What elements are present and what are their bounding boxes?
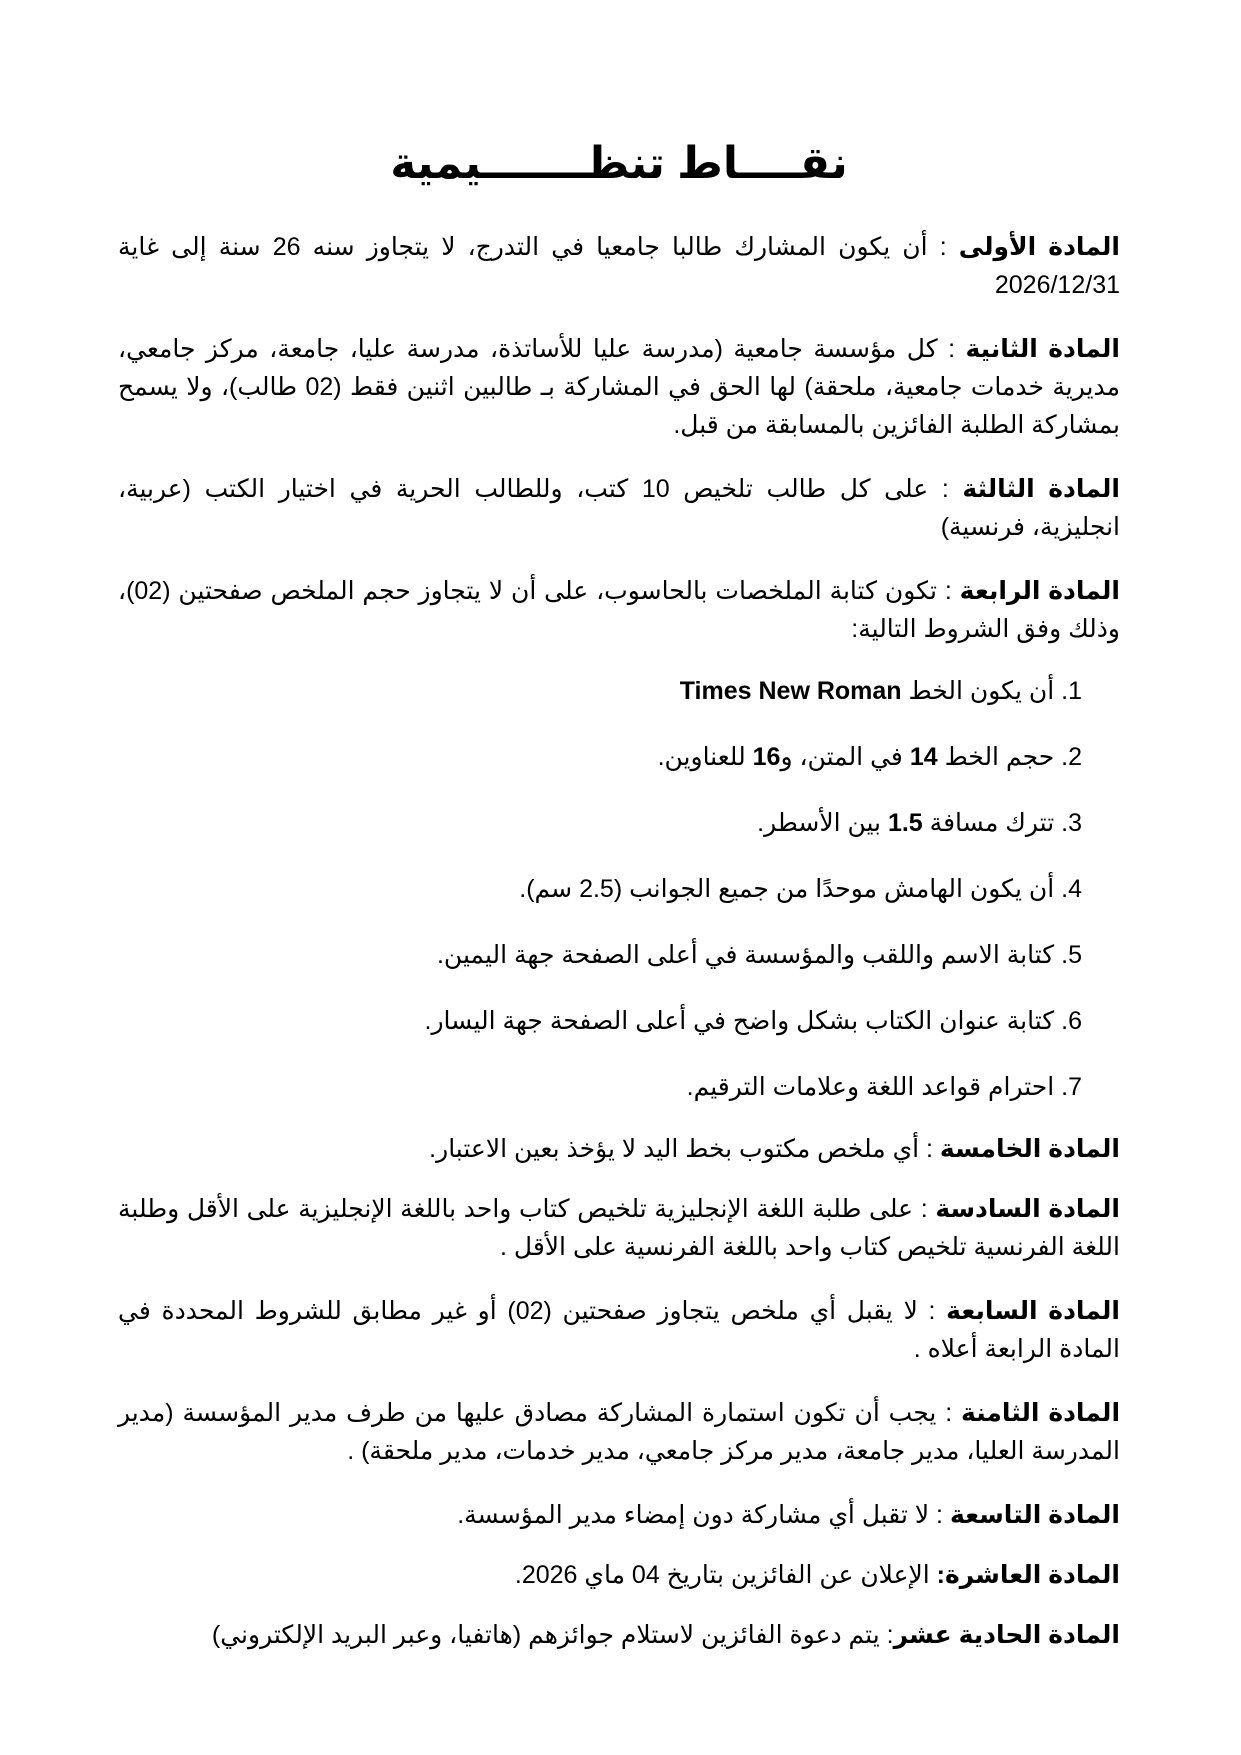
article-text: أن يكون المشارك طالبا جامعيا في التدرج، لا يتجاوز سنه 26 سنة إلى غاية 2026/12/31 <box>118 233 1120 299</box>
article-text: على كل طالب تلخيص 10 كتب، وللطالب الحرية في اختيار الكتب (عربية، انجليزية، فرنسية) <box>118 475 1120 541</box>
condition-text: كتابة عنوان الكتاب بشكل واضح في أعلى الصفحة جهة اليسار. <box>424 1007 1055 1035</box>
article-text: لا تقبل أي مشاركة دون إمضاء مدير المؤسسة. <box>457 1501 930 1529</box>
condition-text: أن يكون الهامش موحدًا من جميع الجوانب (2.5 سم). <box>519 875 1055 903</box>
article-7 <box>118 1292 1120 1368</box>
article-5 <box>118 1130 1120 1168</box>
article-label: المادة الثانية <box>965 335 1120 363</box>
condition-item <box>437 936 1082 974</box>
article-2 <box>118 330 1120 444</box>
article-10 <box>118 1556 1120 1594</box>
article-label: المادة الحادية عشر <box>893 1621 1120 1649</box>
article-label: المادة الرابعة <box>959 577 1120 605</box>
article-6 <box>118 1190 1120 1266</box>
article-3 <box>118 470 1120 546</box>
article-label: المادة الثالثة <box>962 475 1120 503</box>
condition-bold: 1.5 <box>887 809 923 837</box>
document-page <box>118 0 1120 1755</box>
condition-item <box>519 870 1082 908</box>
article-label: المادة الثامنة <box>961 1399 1121 1427</box>
condition-bold: 14 <box>909 743 938 771</box>
article-1 <box>118 228 1120 304</box>
page-title: نقــــاط تنظـــــــيمية <box>390 139 848 188</box>
condition-number: 1. <box>1061 677 1082 705</box>
article-text: لا يقبل أي ملخص يتجاوز صفحتين (02) أو غير مطابق للشروط المحددة في المادة الرابعة أعلاه . <box>118 1297 1120 1363</box>
article-9 <box>118 1496 1120 1534</box>
condition-number: 5. <box>1061 941 1082 969</box>
article-separator: : <box>936 577 960 605</box>
article-text: يتم دعوة الفائزين لاستلام جوائزهم (هاتفيا، وعبر البريد الإلكتروني) <box>211 1621 880 1649</box>
article-separator: : <box>929 1501 950 1529</box>
article-text: كل مؤسسة جامعية (مدرسة عليا للأساتذة، مدرسة عليا، جامعة، مركز جامعي، مديرية خدمات جامعية، ملحقة) لها الحق في المشاركة بـ طالبين اثنين فقط (02 طالب)، ولا يسمح بمشاركة الطلبة الفائزين بالمسابقة من قبل. <box>118 335 1121 439</box>
condition-number: 6. <box>1061 1007 1082 1035</box>
article-separator: : <box>913 1195 936 1223</box>
condition-text: للعناوين. <box>657 743 753 771</box>
condition-bold: 16 <box>752 743 781 771</box>
article-label: المادة العاشرة: <box>936 1561 1120 1589</box>
article-separator: : <box>919 1135 940 1163</box>
condition-item <box>680 672 1082 710</box>
article-separator: : <box>927 233 959 261</box>
article-text: أي ملخص مكتوب بخط اليد لا يؤخذ بعين الاعتبار. <box>429 1135 920 1163</box>
condition-number: 2. <box>1061 743 1082 771</box>
condition-number: 7. <box>1061 1073 1082 1101</box>
article-separator: : <box>928 475 963 503</box>
article-label: المادة الخامسة <box>939 1135 1120 1163</box>
article-text: تكون كتابة الملخصات بالحاسوب، على أن لا يتجاوز حجم الملخص صفحتين (02)، وذلك وفق الشروط التالية: <box>118 577 1120 643</box>
condition-text: حجم الخط <box>937 743 1055 771</box>
article-separator: : <box>879 1621 894 1649</box>
condition-text: في المتن، و <box>780 743 910 771</box>
article-label: المادة السابعة <box>946 1297 1120 1325</box>
article-label: المادة التاسعة <box>949 1501 1120 1529</box>
article-text: على طلبة اللغة الإنجليزية تلخيص كتاب واحد باللغة الإنجليزية على الأقل وطلبة اللغة الفرنسية تلخيص كتاب واحد باللغة الفرنسية على الأقل . <box>118 1195 1120 1261</box>
condition-text: تترك مسافة <box>922 809 1055 837</box>
article-11 <box>118 1616 1120 1654</box>
condition-text: احترام قواعد اللغة وعلامات الترقيم. <box>686 1073 1055 1101</box>
article-text: الإعلان عن الفائزين بتاريخ 04 ماي 2026. <box>514 1561 930 1589</box>
article-separator: : <box>936 1399 962 1427</box>
condition-item <box>658 738 1082 776</box>
article-separator: : <box>917 1297 947 1325</box>
condition-number: 4. <box>1061 875 1082 903</box>
article-separator: : <box>937 335 966 363</box>
article-label: المادة الأولى <box>958 233 1121 261</box>
condition-text: أن يكون الخط <box>901 677 1055 705</box>
article-8 <box>118 1394 1120 1470</box>
condition-item <box>425 1002 1083 1040</box>
article-separator <box>930 1561 937 1589</box>
condition-item <box>687 1068 1082 1106</box>
article-4 <box>118 572 1120 648</box>
condition-number: 3. <box>1061 809 1082 837</box>
condition-item <box>757 804 1082 842</box>
article-text: يجب أن تكون استمارة المشاركة مصادق عليها من طرف مدير المؤسسة (مدير المدرسة العليا، مدير جامعة، مدير مركز جامعي، مدير خدمات، مدير ملحقة) . <box>118 1399 1120 1465</box>
condition-bold: Times New Roman <box>679 677 902 705</box>
condition-text: كتابة الاسم واللقب والمؤسسة في أعلى الصفحة جهة اليمين. <box>436 941 1055 969</box>
article-label: المادة السادسة <box>935 1195 1121 1223</box>
condition-text: بين الأسطر. <box>757 809 888 837</box>
